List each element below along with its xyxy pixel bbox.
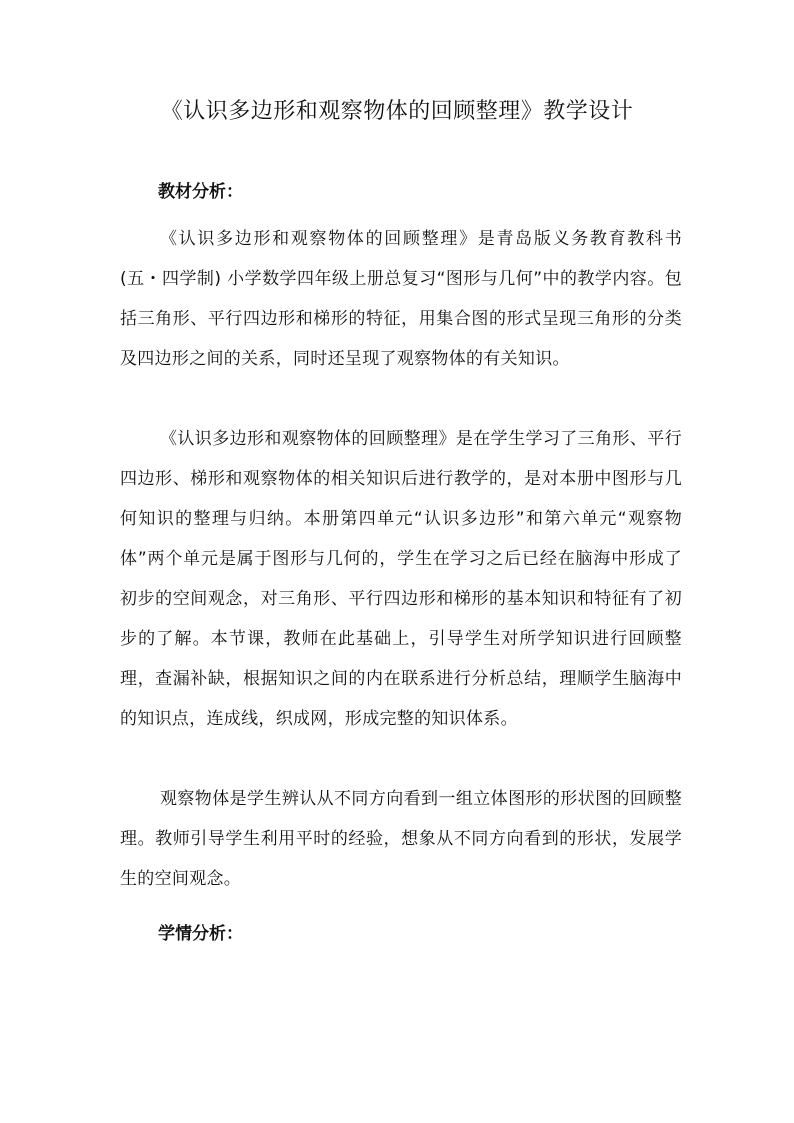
document-title: 《认识多边形和观察物体的回顾整理》教学设计 [160,99,634,124]
paragraph: 《认识多边形和观察物体的回顾整理》是青岛版义务教育教科书(五・四学制) 小学数学四年级上册总复习“图形与几何”中的教学内容。包括三角形、平行四边形和梯形的特征，用集合图的形式呈现三角形的分类及四边形之间的关系，同时还呈现了观察物体的有关知识。 [120,229,682,369]
section-heading-student-analysis: 学情分析： [158,924,243,944]
section-heading-textbook-analysis: 教材分析： [158,182,243,202]
paragraph: 观察物体是学生辨认从不同方向看到一组立体图形的形状图的回顾整理。教师引导学生利用平时的经验，想象从不同方向看到的形状，发展学生的空间观念。 [120,789,682,889]
paragraph: 《认识多边形和观察物体的回顾整理》是在学生学习了三角形、平行四边形、梯形和观察物体的相关知识后进行教学的，是对本册中图形与几何知识的整理与归纳。本册第四单元“认识多边形”和第六单元“观察物体”两个单元是属于图形与几何的，学生在学习之后已经在脑海中形成了初步的空间观念，对三角形、平行四边形和梯形的基本知识和特征有了初步的了解。本节课，教师在此基础上，引导学生对所学知识进行回顾整理，查漏补缺，根据知识之间的内在联系进行分析总结，理顺学生脑海中的知识点，连成线，织成网，形成完整的知识体系。 [120,429,682,729]
